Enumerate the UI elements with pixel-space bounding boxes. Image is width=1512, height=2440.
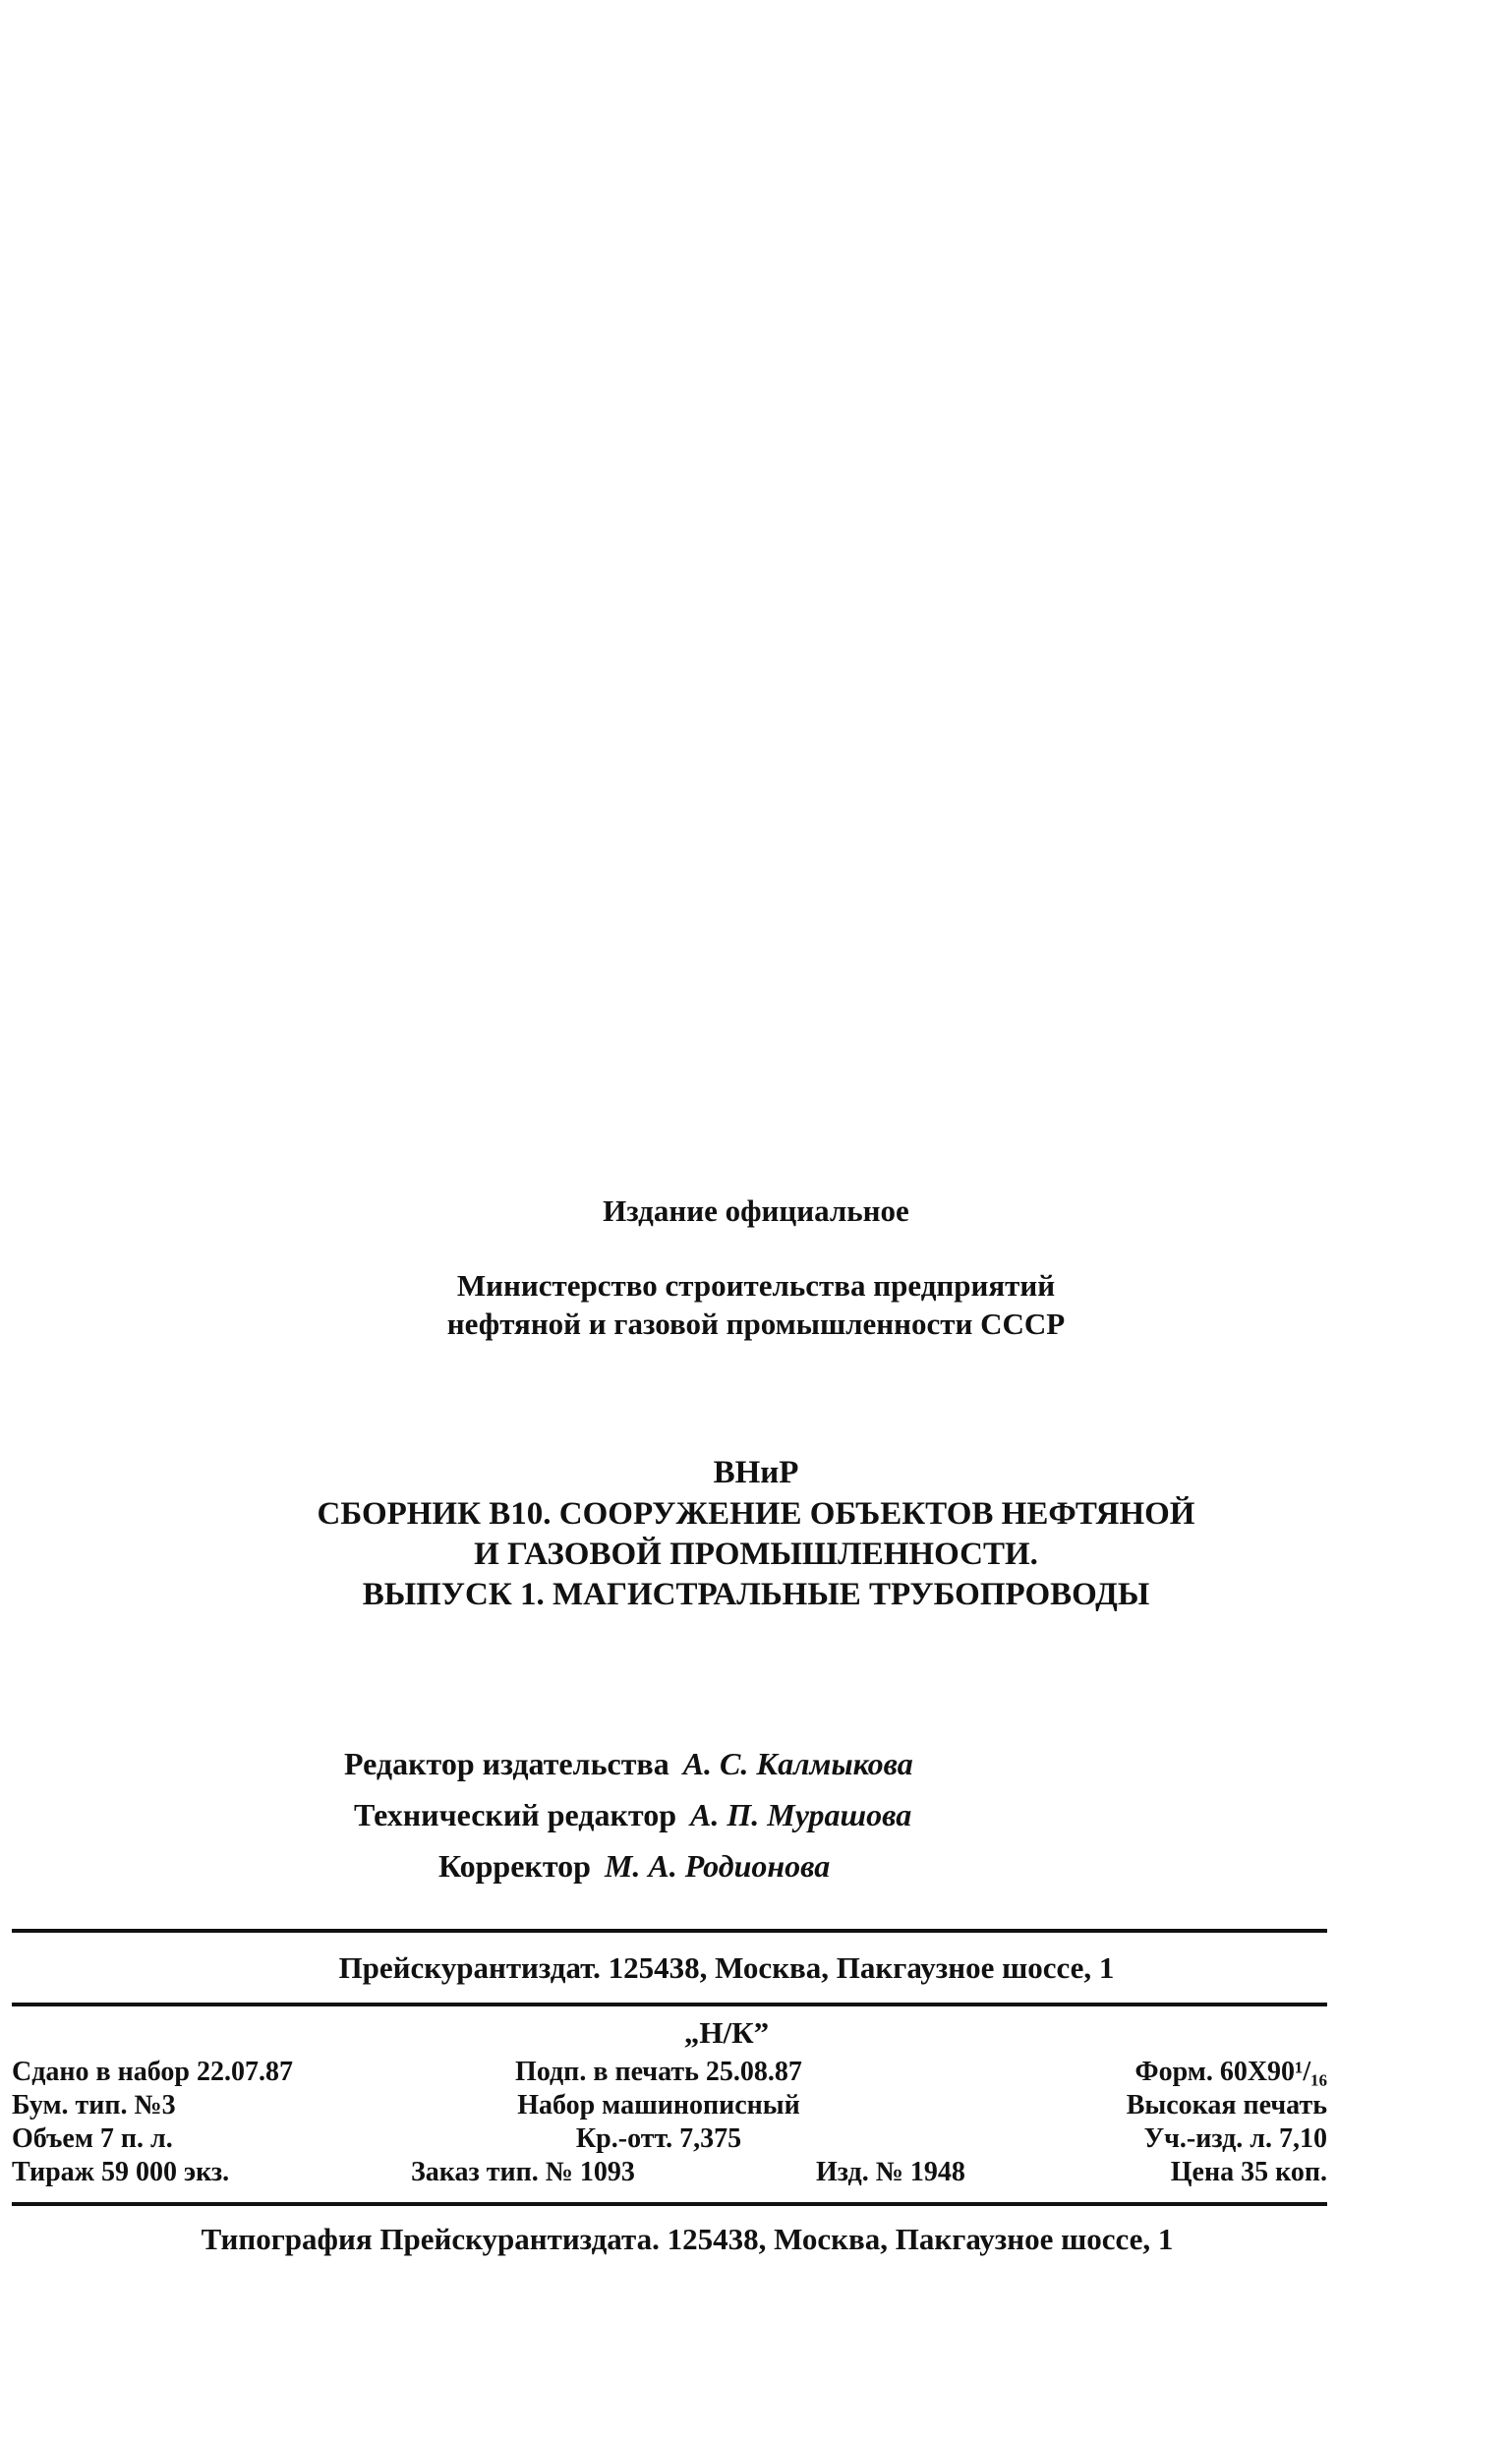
ministry-line-2: нефтяной и газовой промышленности СССР: [446, 1307, 1066, 1341]
imprint-volume: Объем 7 п. л.: [12, 2123, 173, 2154]
credit-name: А. С. Калмыкова: [682, 1746, 913, 1781]
publisher-address: Прейскурантиздат. 125438, Москва, Пакгаузное шоссе, 1: [338, 1950, 1115, 1985]
imprint-print-date: Подп. в печать 25.08.87: [515, 2057, 802, 2087]
imprint-typesetting: Набор машинописный: [517, 2090, 800, 2120]
imprint-paper: Бум. тип. №3: [12, 2090, 176, 2120]
credit-proofreader: [438, 1848, 830, 1885]
imprint-edition-number: Изд. № 1948: [816, 2157, 965, 2187]
imprint-print-type: Высокая печать: [1126, 2090, 1327, 2120]
document-code: ВНиР: [713, 1455, 799, 1490]
credit-name: М. А. Родионова: [604, 1848, 831, 1884]
title-line-3: ВЫПУСК 1. МАГИСТРАЛЬНЫЕ ТРУБОПРОВОДЫ: [362, 1577, 1150, 1612]
official-edition-label: Издание официальное: [603, 1193, 909, 1228]
imprint-set-date: Сдано в набор 22.07.87: [12, 2057, 293, 2087]
ministry-line-1: Министерство строительства предприятий: [456, 1268, 1056, 1303]
divider-rule: [12, 1929, 1327, 1933]
credit-role: Технический редактор: [354, 1797, 677, 1832]
credit-role: Редактор издательства: [344, 1746, 669, 1781]
divider-rule: [12, 2003, 1327, 2006]
imprint-order-number: Заказ тип. № 1093: [411, 2157, 635, 2187]
imprint-price: Цена 35 коп.: [1170, 2157, 1327, 2187]
title-line-2: И ГАЗОВОЙ ПРОМЫШЛЕННОСТИ.: [474, 1537, 1038, 1572]
imprint-circulation: Тираж 59 000 экз.: [12, 2157, 230, 2187]
divider-rule: [12, 2202, 1327, 2206]
credit-name: А. П. Мурашова: [690, 1797, 912, 1832]
credit-editor: [344, 1746, 913, 1782]
credit-tech-editor: [354, 1797, 911, 1833]
credit-role: Корректор: [438, 1848, 591, 1884]
imprint-format: Форм. 60Х90¹/₁₆: [1134, 2057, 1327, 2087]
imprint-pub-sheets: Уч.-изд. л. 7,10: [1143, 2123, 1327, 2154]
printing-house-address: Типография Прейскурантиздата. 125438, Москва, Пакгаузное шоссе, 1: [201, 2222, 1174, 2256]
imprint-code: „Н/К”: [683, 2015, 770, 2050]
title-line-1: СБОРНИК В10. СООРУЖЕНИЕ ОБЪЕКТОВ НЕФТЯНОЙ: [317, 1496, 1195, 1532]
imprint-prints: Кр.-отт. 7,375: [575, 2123, 742, 2154]
